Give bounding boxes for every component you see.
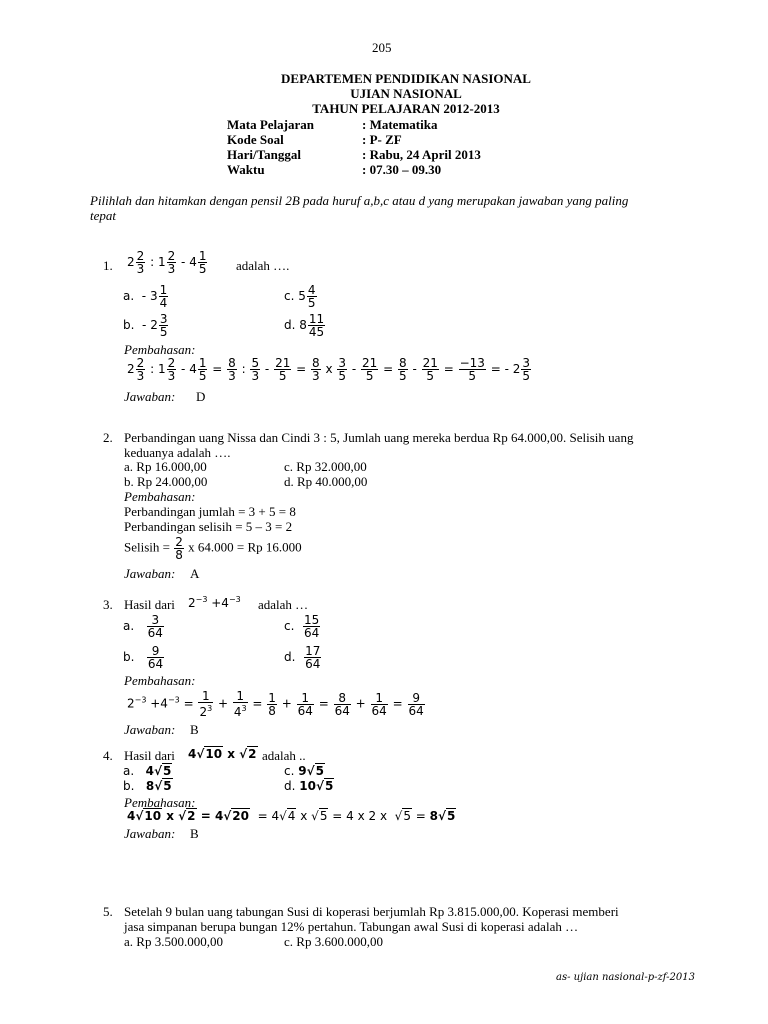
q3-option-d: d. $\frac{17}{64}$ — [284, 644, 321, 671]
instruction-line-1: Pilihlah dan hitamkan dengan pensil 2B pada huruf a,b,c atau d yang merupakan jawaban yang paling — [90, 193, 629, 208]
q3-option-c: c. $\frac{15}{64}$ — [284, 613, 320, 640]
q1-option-a: a. - 3 $\frac{1}{4}$ — [123, 283, 168, 310]
q2-work-3: Selisih = $\frac{2}{8}$ x 64.000 = Rp 16.000 — [124, 535, 302, 562]
q3-pembahasan-label: Pembahasan: — [124, 673, 196, 688]
q1-jawaban-label: Jawaban: — [124, 389, 176, 404]
q5-option-c: c. Rp 3.600.000,00 — [284, 934, 383, 949]
page-footer: as- ujian nasional-p-zf-2013 — [556, 972, 695, 983]
header-line-2: UJIAN NASIONAL — [350, 86, 462, 101]
q1-option-b: b. - 2 $\frac{3}{5}$ — [123, 312, 168, 339]
q2-work-3-prefix: Selisih = — [124, 539, 170, 555]
q4-option-c: c. 9√5 — [284, 764, 324, 778]
q1-option-c: c. 5 $\frac{4}{5}$ — [284, 283, 316, 310]
q1-number: 1. — [103, 258, 113, 273]
q3-jawaban-label: Jawaban: — [124, 722, 176, 737]
q2-text-line-1: Perbandingan uang Nissa dan Cindi 3 : 5, Jumlah uang mereka berdua Rp 64.000,00. Selisih uang — [124, 430, 634, 445]
q3-suffix: adalah … — [258, 597, 309, 612]
q1-answer: D — [196, 389, 206, 404]
q4-number: 4. — [103, 748, 113, 763]
q2-jawaban-label: Jawaban: — [124, 566, 176, 581]
q3-expression: $2^{-3} +4^{-3}$ — [188, 595, 241, 610]
q1-expression: 2 $\frac{2}{3}$ : 1 $\frac{2}{3}$ - 4 $\frac{1}{5}$ — [127, 249, 207, 276]
q4-answer: B — [190, 826, 199, 841]
q5-option-a: a. Rp 3.500.000,00 — [124, 934, 223, 949]
q4-prefix: Hasil dari — [124, 748, 175, 763]
page-number: 205 — [372, 40, 392, 55]
q4-solution: 4√10 x √2 = 4√20 = 4√4 x √5 = 4 x 2 x √5 = 8√5 — [127, 809, 456, 823]
q3-option-b: b. $\frac{9}{64}$ — [123, 644, 164, 671]
q3-option-a: a. $\frac{3}{64}$ — [123, 613, 163, 640]
q4-pembahasan-label: Pembahasan: — [124, 795, 196, 810]
q4-jawaban-label: Jawaban: — [124, 826, 176, 841]
header-line-3: TAHUN PELAJARAN 2012-2013 — [312, 101, 500, 116]
q3-number: 3. — [103, 597, 113, 612]
q2-pembahasan-label: Pembahasan: — [124, 489, 196, 504]
q4-suffix: adalah .. — [262, 748, 306, 763]
q3-prefix: Hasil dari — [124, 597, 175, 612]
info-value-date: : Rabu, 24 April 2013 — [362, 147, 481, 162]
q2-option-c: c. Rp 32.000,00 — [284, 459, 367, 474]
q2-option-a: a. Rp 16.000,00 — [124, 459, 207, 474]
q1-pembahasan-label: Pembahasan: — [124, 342, 196, 357]
q2-number: 2. — [103, 430, 113, 445]
info-label-time: Waktu — [227, 162, 265, 177]
instruction-line-2: tepat — [90, 208, 116, 223]
q5-text-line-2: jasa simpanan berupa bungan 12% pertahun. Tabungan awal Susi di koperasi adalah … — [124, 919, 579, 934]
info-label-subject: Mata Pelajaran — [227, 117, 315, 132]
q1-suffix: adalah …. — [236, 258, 290, 273]
info-value-time: : 07.30 – 09.30 — [362, 162, 442, 177]
q4-option-a: a. 4√5 — [123, 764, 172, 778]
q2-option-b: b. Rp 24.000,00 — [124, 474, 208, 489]
q1-solution: 2 $\frac{2}{3}$ : 1 $\frac{2}{3}$ - 4 $\frac{1}{5}$ = $\frac{8}{3}$ : $\frac{5}{3}$ - $\frac{21}{5}$ = $\frac{8}{3}$ x $\frac{3}{5}$ - $\frac{21}{5}$ = $\frac{8}{5}$ - $\frac{21}{5}$ = $\frac{-13}{5}$ = - 2 $\frac{3}{5}$ — [127, 356, 531, 383]
q4-option-d: d. 10√5 — [284, 779, 334, 793]
q5-text-line-1: Setelah 9 bulan uang tabungan Susi di koperasi berjumlah Rp 3.815.000,00. Koperasi memberi — [124, 904, 619, 919]
info-label-date: Hari/Tanggal — [227, 147, 301, 162]
q3-answer: B — [190, 722, 199, 737]
q1-option-d: d. 8 $\frac{11}{45}$ — [284, 312, 325, 339]
info-label-code: Kode Soal — [227, 132, 284, 147]
q2-option-d: d. Rp 40.000,00 — [284, 474, 368, 489]
q2-work-3-suffix: x 64.000 = Rp 16.000 — [188, 539, 302, 555]
header-line-1: DEPARTEMEN PENDIDIKAN NASIONAL — [281, 71, 531, 86]
q4-expression: 4√10 x √2 — [188, 747, 257, 761]
info-value-subject: : Matematika — [362, 117, 438, 132]
q3-solution: $2^{-3} +4^{-3}$ = $\frac{1}{2^3}$ + $\frac{1}{4^3}$ = $\frac{1}{8}$ + $\frac{1}{64}$ = $\frac{8}{64}$ + $\frac{1}{64}$ = $\frac{9}{64}$ — [127, 689, 424, 719]
q2-answer: A — [190, 566, 200, 581]
q2-work-1: Perbandingan jumlah = 3 + 5 = 8 — [124, 504, 296, 519]
q4-option-b: b. 8√5 — [123, 779, 172, 793]
q2-text-line-2: keduanya adalah …. — [124, 445, 231, 460]
q5-number: 5. — [103, 904, 113, 919]
q2-work-2: Perbandingan selisih = 5 – 3 = 2 — [124, 519, 293, 534]
info-value-code: : P- ZF — [362, 132, 402, 147]
